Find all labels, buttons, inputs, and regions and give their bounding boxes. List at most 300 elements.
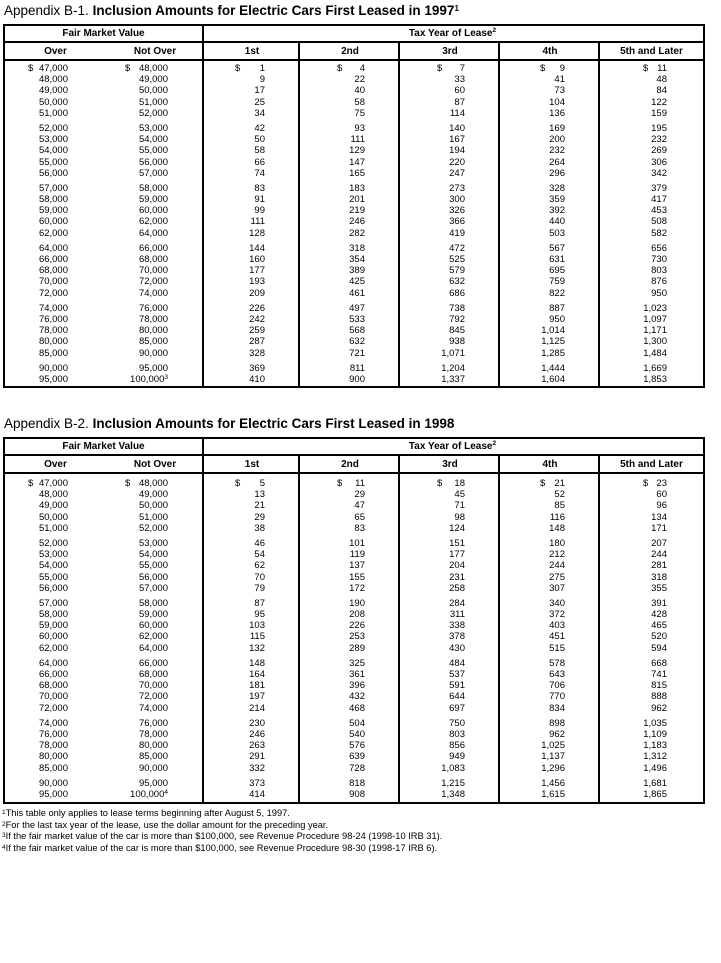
cell-value: 332 <box>249 762 265 774</box>
footnote-ref-icon: 2 <box>492 440 497 447</box>
cell-not-over <box>106 243 204 254</box>
cell-value: 48,000 <box>138 478 168 489</box>
table-row <box>5 134 703 145</box>
cell-value: 1,097 <box>643 313 667 325</box>
cell-value: 57,000 <box>38 597 68 609</box>
cell-year-4th <box>500 325 600 336</box>
cell-year-2nd <box>300 265 400 276</box>
cell-year-1st <box>204 134 300 145</box>
table-row <box>5 789 703 800</box>
cell-year-5th <box>600 254 703 265</box>
cell-year-2nd <box>300 303 400 314</box>
cell-value: 72,000 <box>138 276 168 288</box>
dollar-sign: $ <box>235 478 241 489</box>
cell-year-3rd <box>400 763 500 774</box>
cell-value: 119 <box>349 549 365 561</box>
dollar-sign: $ <box>540 63 546 74</box>
dollar-sign: $ <box>235 63 241 74</box>
cell-value: 706 <box>549 680 565 692</box>
cell-year-5th <box>600 194 703 205</box>
cell-over <box>5 751 106 762</box>
cell-value: 177 <box>249 265 265 277</box>
cell-year-3rd <box>400 123 500 134</box>
cell-value: 396 <box>349 680 365 692</box>
cell-over <box>5 314 106 325</box>
cell-year-3rd <box>400 205 500 216</box>
cell-value: 68,000 <box>138 254 168 265</box>
cell-year-2nd <box>300 583 400 594</box>
cell-value: 47,000 <box>38 478 68 489</box>
cell-value: 258 <box>449 582 465 594</box>
cell-value: 1,865 <box>643 788 667 800</box>
cell-value: 90,000 <box>138 347 168 359</box>
cell-value: 282 <box>349 227 365 239</box>
cell-value: 62,000 <box>138 631 168 643</box>
footnote-ref-icon: 1 <box>454 4 459 13</box>
cell-year-5th <box>600 763 703 774</box>
cell-value: 643 <box>549 669 565 680</box>
cell-value: 11 <box>355 478 365 489</box>
cell-value: 296 <box>549 167 565 179</box>
cell-value: 568 <box>349 325 365 337</box>
row-group <box>5 778 703 800</box>
cell-over <box>5 157 106 168</box>
cell-year-1st <box>204 243 300 254</box>
cell-value: 1,171 <box>643 325 667 337</box>
cell-not-over <box>106 631 204 642</box>
cell-year-5th <box>600 609 703 620</box>
cell-value: 340 <box>549 597 565 609</box>
cell-value: 520 <box>651 631 667 643</box>
cell-over <box>5 123 106 134</box>
cell-year-1st <box>204 205 300 216</box>
cell-value: 803 <box>651 265 667 277</box>
cell-year-1st <box>204 74 300 85</box>
cell-not-over <box>106 123 204 134</box>
cell-value: 1,669 <box>643 362 667 374</box>
cell-value: 52,000 <box>138 522 168 534</box>
cell-year-4th <box>500 523 600 534</box>
cell-value: 13 <box>254 489 265 501</box>
cell-value: 212 <box>549 549 565 561</box>
cell-value: 578 <box>549 657 565 669</box>
cell-year-2nd <box>300 254 400 265</box>
cell-not-over <box>106 168 204 179</box>
cell-year-4th <box>500 276 600 287</box>
cell-year-1st <box>204 658 300 669</box>
cell-value: 1,183 <box>643 740 667 752</box>
cell-value: 164 <box>249 669 265 680</box>
cell-year-4th <box>500 680 600 691</box>
fmv-header: Fair Market Value <box>62 441 145 452</box>
cell-value: 579 <box>449 265 465 277</box>
cell-year-3rd <box>400 500 500 511</box>
cell-year-5th <box>600 538 703 549</box>
cell-value: 49,000 <box>38 500 68 512</box>
cell-year-1st <box>204 572 300 583</box>
cell-year-2nd <box>300 183 400 194</box>
cell-year-2nd <box>300 168 400 179</box>
cell-over <box>5 478 106 489</box>
cell-year-5th <box>600 168 703 179</box>
cell-year-1st <box>204 489 300 500</box>
cell-not-over <box>106 108 204 119</box>
cell-year-5th <box>600 598 703 609</box>
cell-value: 1,296 <box>541 762 565 774</box>
cell-value: 46 <box>254 537 265 549</box>
cell-value: 533 <box>349 313 365 325</box>
cell-value: 11 <box>657 63 667 74</box>
cell-over <box>5 265 106 276</box>
cell-value: 419 <box>449 227 465 239</box>
cell-value: 98 <box>454 511 465 523</box>
cell-value: 58,000 <box>138 182 168 194</box>
cell-over <box>5 183 106 194</box>
cell-not-over <box>106 478 204 489</box>
cell-value: 52 <box>554 489 565 501</box>
cell-year-3rd <box>400 228 500 239</box>
title-text: Inclusion Amounts for Electric Cars First Leased in 1997 <box>92 3 455 18</box>
cell-year-1st <box>204 228 300 239</box>
cell-value: 55,000 <box>138 145 168 157</box>
cell-year-2nd <box>300 620 400 631</box>
cell-value: 53,000 <box>138 122 168 134</box>
cell-year-3rd <box>400 669 500 680</box>
cell-year-1st <box>204 778 300 789</box>
cell-value: 430 <box>449 642 465 654</box>
cell-year-2nd <box>300 512 400 523</box>
cell-not-over <box>106 703 204 714</box>
cell-value: 64,000 <box>38 657 68 669</box>
cell-over <box>5 512 106 523</box>
cell-value: 70 <box>254 571 265 583</box>
lease-header-label: Tax Year of Lease <box>408 441 493 452</box>
cell-value: 373 <box>249 777 265 789</box>
cell-not-over <box>106 216 204 227</box>
cell-not-over <box>106 265 204 276</box>
cell-value: 111 <box>350 134 365 146</box>
cell-year-1st <box>204 288 300 299</box>
cell-value: 66,000 <box>138 657 168 669</box>
cell-value: 90,000 <box>38 362 68 374</box>
cell-value: 95 <box>254 609 265 621</box>
cell-value: 591 <box>449 680 465 692</box>
cell-year-3rd <box>400 560 500 571</box>
cell-over <box>5 729 106 740</box>
cell-year-4th <box>500 489 600 500</box>
cell-value: 47 <box>354 500 365 512</box>
cell-value: 244 <box>549 560 565 572</box>
cell-value: 59,000 <box>138 194 168 206</box>
cell-value: 160 <box>249 254 265 265</box>
cell-value: 76,000 <box>38 728 68 740</box>
cell-value: 497 <box>349 302 365 314</box>
cell-value: 9 <box>259 74 265 86</box>
cell-year-3rd <box>400 631 500 642</box>
table-row <box>5 583 703 594</box>
cell-value: 190 <box>349 597 365 609</box>
cell-value: 328 <box>249 347 265 359</box>
cell-year-1st <box>204 523 300 534</box>
cell-value: 1,496 <box>643 762 667 774</box>
cell-year-4th <box>500 718 600 729</box>
cell-value: 137 <box>349 560 365 572</box>
row-group <box>5 183 703 239</box>
table-row <box>5 108 703 119</box>
cell-value: 194 <box>449 145 465 157</box>
cell-value: 50,000 <box>38 96 68 108</box>
cell-year-4th <box>500 374 600 385</box>
cell-value: 78,000 <box>138 313 168 325</box>
cell-year-4th <box>500 157 600 168</box>
cell-value: 1,337 <box>441 373 465 385</box>
cell-value: 56,000 <box>38 582 68 594</box>
cell-value: 183 <box>349 182 365 194</box>
cell-value: 34 <box>254 107 265 119</box>
cell-not-over <box>106 97 204 108</box>
table-row <box>5 97 703 108</box>
cell-year-3rd <box>400 583 500 594</box>
cell-value: 209 <box>249 287 265 299</box>
cell-year-4th <box>500 254 600 265</box>
cell-value: 72,000 <box>38 702 68 714</box>
cell-value: 845 <box>449 325 465 337</box>
cell-year-3rd <box>400 363 500 374</box>
cell-value: 962 <box>549 728 565 740</box>
cell-year-5th <box>600 560 703 571</box>
cell-value: 21 <box>554 478 565 489</box>
cell-not-over <box>106 763 204 774</box>
cell-year-3rd <box>400 538 500 549</box>
cell-value: 169 <box>549 122 565 134</box>
table-row <box>5 63 703 74</box>
cell-value: 151 <box>449 537 465 549</box>
cell-value: 472 <box>449 242 465 254</box>
row-group <box>5 243 703 299</box>
cell-value: 100,000$^3$ <box>130 373 168 385</box>
cell-value: 264 <box>549 156 565 168</box>
dollar-sign: $ <box>643 478 649 489</box>
cell-year-2nd <box>300 789 400 800</box>
cell-not-over <box>106 254 204 265</box>
cell-year-5th <box>600 276 703 287</box>
cell-value: 65 <box>354 511 365 523</box>
cell-year-4th <box>500 74 600 85</box>
cell-value: 60,000 <box>38 216 68 228</box>
cell-year-3rd <box>400 609 500 620</box>
cell-value: 74 <box>254 167 265 179</box>
dollar-sign: $ <box>125 63 131 74</box>
cell-year-1st <box>204 609 300 620</box>
cell-value: 938 <box>449 336 465 348</box>
cell-year-2nd <box>300 691 400 702</box>
cell-value: 95,000 <box>38 373 68 385</box>
cell-year-4th <box>500 658 600 669</box>
cell-value: 54,000 <box>138 549 168 561</box>
cell-value: 70,000 <box>38 691 68 703</box>
cell-value: 59,000 <box>138 609 168 621</box>
cell-value: 41 <box>554 74 565 86</box>
cell-year-5th <box>600 314 703 325</box>
cell-year-2nd <box>300 194 400 205</box>
cell-value: 56,000 <box>38 167 68 179</box>
cell-year-2nd <box>300 157 400 168</box>
cell-year-2nd <box>300 108 400 119</box>
cell-year-3rd <box>400 134 500 145</box>
cell-not-over <box>106 500 204 511</box>
cell-value: 52,000 <box>38 537 68 549</box>
cell-value: 80,000 <box>138 740 168 752</box>
cell-value: 1,023 <box>643 302 667 314</box>
cell-year-2nd <box>300 205 400 216</box>
cell-value: 52,000 <box>38 122 68 134</box>
cell-value: 962 <box>651 702 667 714</box>
cell-value: 504 <box>349 717 365 729</box>
cell-value: 306 <box>651 156 667 168</box>
cell-value: 403 <box>549 620 565 632</box>
cell-value: 132 <box>249 642 265 654</box>
cell-value: 220 <box>449 156 465 168</box>
cell-year-2nd <box>300 703 400 714</box>
row-group <box>5 123 703 179</box>
col-header-5th: 5th and Later <box>620 458 683 470</box>
footnote-2 <box>2 820 442 832</box>
table-row <box>5 718 703 729</box>
cell-year-5th <box>600 489 703 500</box>
cell-year-1st <box>204 168 300 179</box>
cell-year-3rd <box>400 194 500 205</box>
cell-year-2nd <box>300 276 400 287</box>
cell-year-1st <box>204 123 300 134</box>
cell-year-3rd <box>400 336 500 347</box>
cell-not-over <box>106 538 204 549</box>
cell-value: 898 <box>549 717 565 729</box>
cell-value: 908 <box>349 788 365 800</box>
cell-year-5th <box>600 288 703 299</box>
cell-over <box>5 643 106 654</box>
cell-value: 949 <box>449 751 465 763</box>
cell-over <box>5 609 106 620</box>
cell-year-4th <box>500 265 600 276</box>
cell-over <box>5 500 106 511</box>
cell-year-4th <box>500 729 600 740</box>
cell-year-3rd <box>400 523 500 534</box>
cell-value: 122 <box>651 96 667 108</box>
cell-value: 1,035 <box>643 717 667 729</box>
table-body <box>5 474 703 800</box>
footnote-ref-icon: 3 <box>164 373 168 381</box>
footnote-ref-icon: 2 <box>492 27 497 34</box>
cell-value: 461 <box>349 287 365 299</box>
cell-value: 354 <box>349 254 365 265</box>
cell-value: 1,444 <box>541 362 565 374</box>
col-header-3rd: 3rd <box>442 458 458 470</box>
cell-year-3rd <box>400 374 500 385</box>
cell-year-5th <box>600 134 703 145</box>
cell-year-4th <box>500 669 600 680</box>
cell-year-5th <box>600 718 703 729</box>
cell-year-1st <box>204 583 300 594</box>
cell-year-3rd <box>400 489 500 500</box>
cell-not-over <box>106 63 204 74</box>
cell-value: 417 <box>651 194 667 206</box>
cell-value: 834 <box>549 702 565 714</box>
cell-value: 87 <box>454 96 465 108</box>
cell-year-5th <box>600 85 703 96</box>
cell-value: 231 <box>449 571 465 583</box>
cell-value: 372 <box>549 609 565 621</box>
table-row <box>5 183 703 194</box>
cell-value: 48,000 <box>38 489 68 501</box>
cell-value: 263 <box>249 740 265 752</box>
cell-value: 100,000$^4$ <box>130 788 168 800</box>
cell-value: 33 <box>454 74 465 86</box>
cell-year-3rd <box>400 243 500 254</box>
cell-year-5th <box>600 512 703 523</box>
cell-value: 58,000 <box>38 609 68 621</box>
cell-not-over <box>106 314 204 325</box>
cell-value: 246 <box>249 728 265 740</box>
cell-value: 818 <box>349 777 365 789</box>
cell-not-over <box>106 751 204 762</box>
cell-year-5th <box>600 145 703 156</box>
table-row <box>5 680 703 691</box>
cell-year-2nd <box>300 751 400 762</box>
cell-not-over <box>106 74 204 85</box>
cell-not-over <box>106 560 204 571</box>
cell-year-1st <box>204 314 300 325</box>
cell-year-2nd <box>300 363 400 374</box>
cell-year-5th <box>600 703 703 714</box>
footnote-text: This table only applies to lease terms beginning after August 5, 1997. <box>5 808 290 818</box>
cell-value: 68,000 <box>38 265 68 277</box>
cell-year-3rd <box>400 620 500 631</box>
cell-value: 29 <box>254 511 265 523</box>
table-row <box>5 523 703 534</box>
cell-value: 75 <box>354 107 365 119</box>
cell-value: 219 <box>349 205 365 217</box>
table-row <box>5 658 703 669</box>
table-row <box>5 538 703 549</box>
cell-year-1st <box>204 789 300 800</box>
table-row <box>5 194 703 205</box>
cell-value: 1,025 <box>541 740 565 752</box>
cell-not-over <box>106 303 204 314</box>
cell-not-over <box>106 288 204 299</box>
cell-over <box>5 303 106 314</box>
footnote-ref-icon: 1 <box>2 809 6 816</box>
cell-value: 74,000 <box>38 302 68 314</box>
cell-value: 287 <box>249 336 265 348</box>
cell-value: 99 <box>254 205 265 217</box>
cell-year-3rd <box>400 740 500 751</box>
cell-year-3rd <box>400 718 500 729</box>
cell-over <box>5 243 106 254</box>
cell-year-5th <box>600 691 703 702</box>
cell-value: 4 <box>359 63 365 74</box>
cell-value: 53,000 <box>38 549 68 561</box>
cell-value: 78,000 <box>38 740 68 752</box>
cell-value: 51,000 <box>38 107 68 119</box>
cell-value: 361 <box>349 669 365 680</box>
cell-year-5th <box>600 348 703 359</box>
cell-over <box>5 789 106 800</box>
table-row <box>5 205 703 216</box>
cell-over <box>5 598 106 609</box>
cell-year-4th <box>500 216 600 227</box>
cell-year-4th <box>500 134 600 145</box>
table-row <box>5 157 703 168</box>
